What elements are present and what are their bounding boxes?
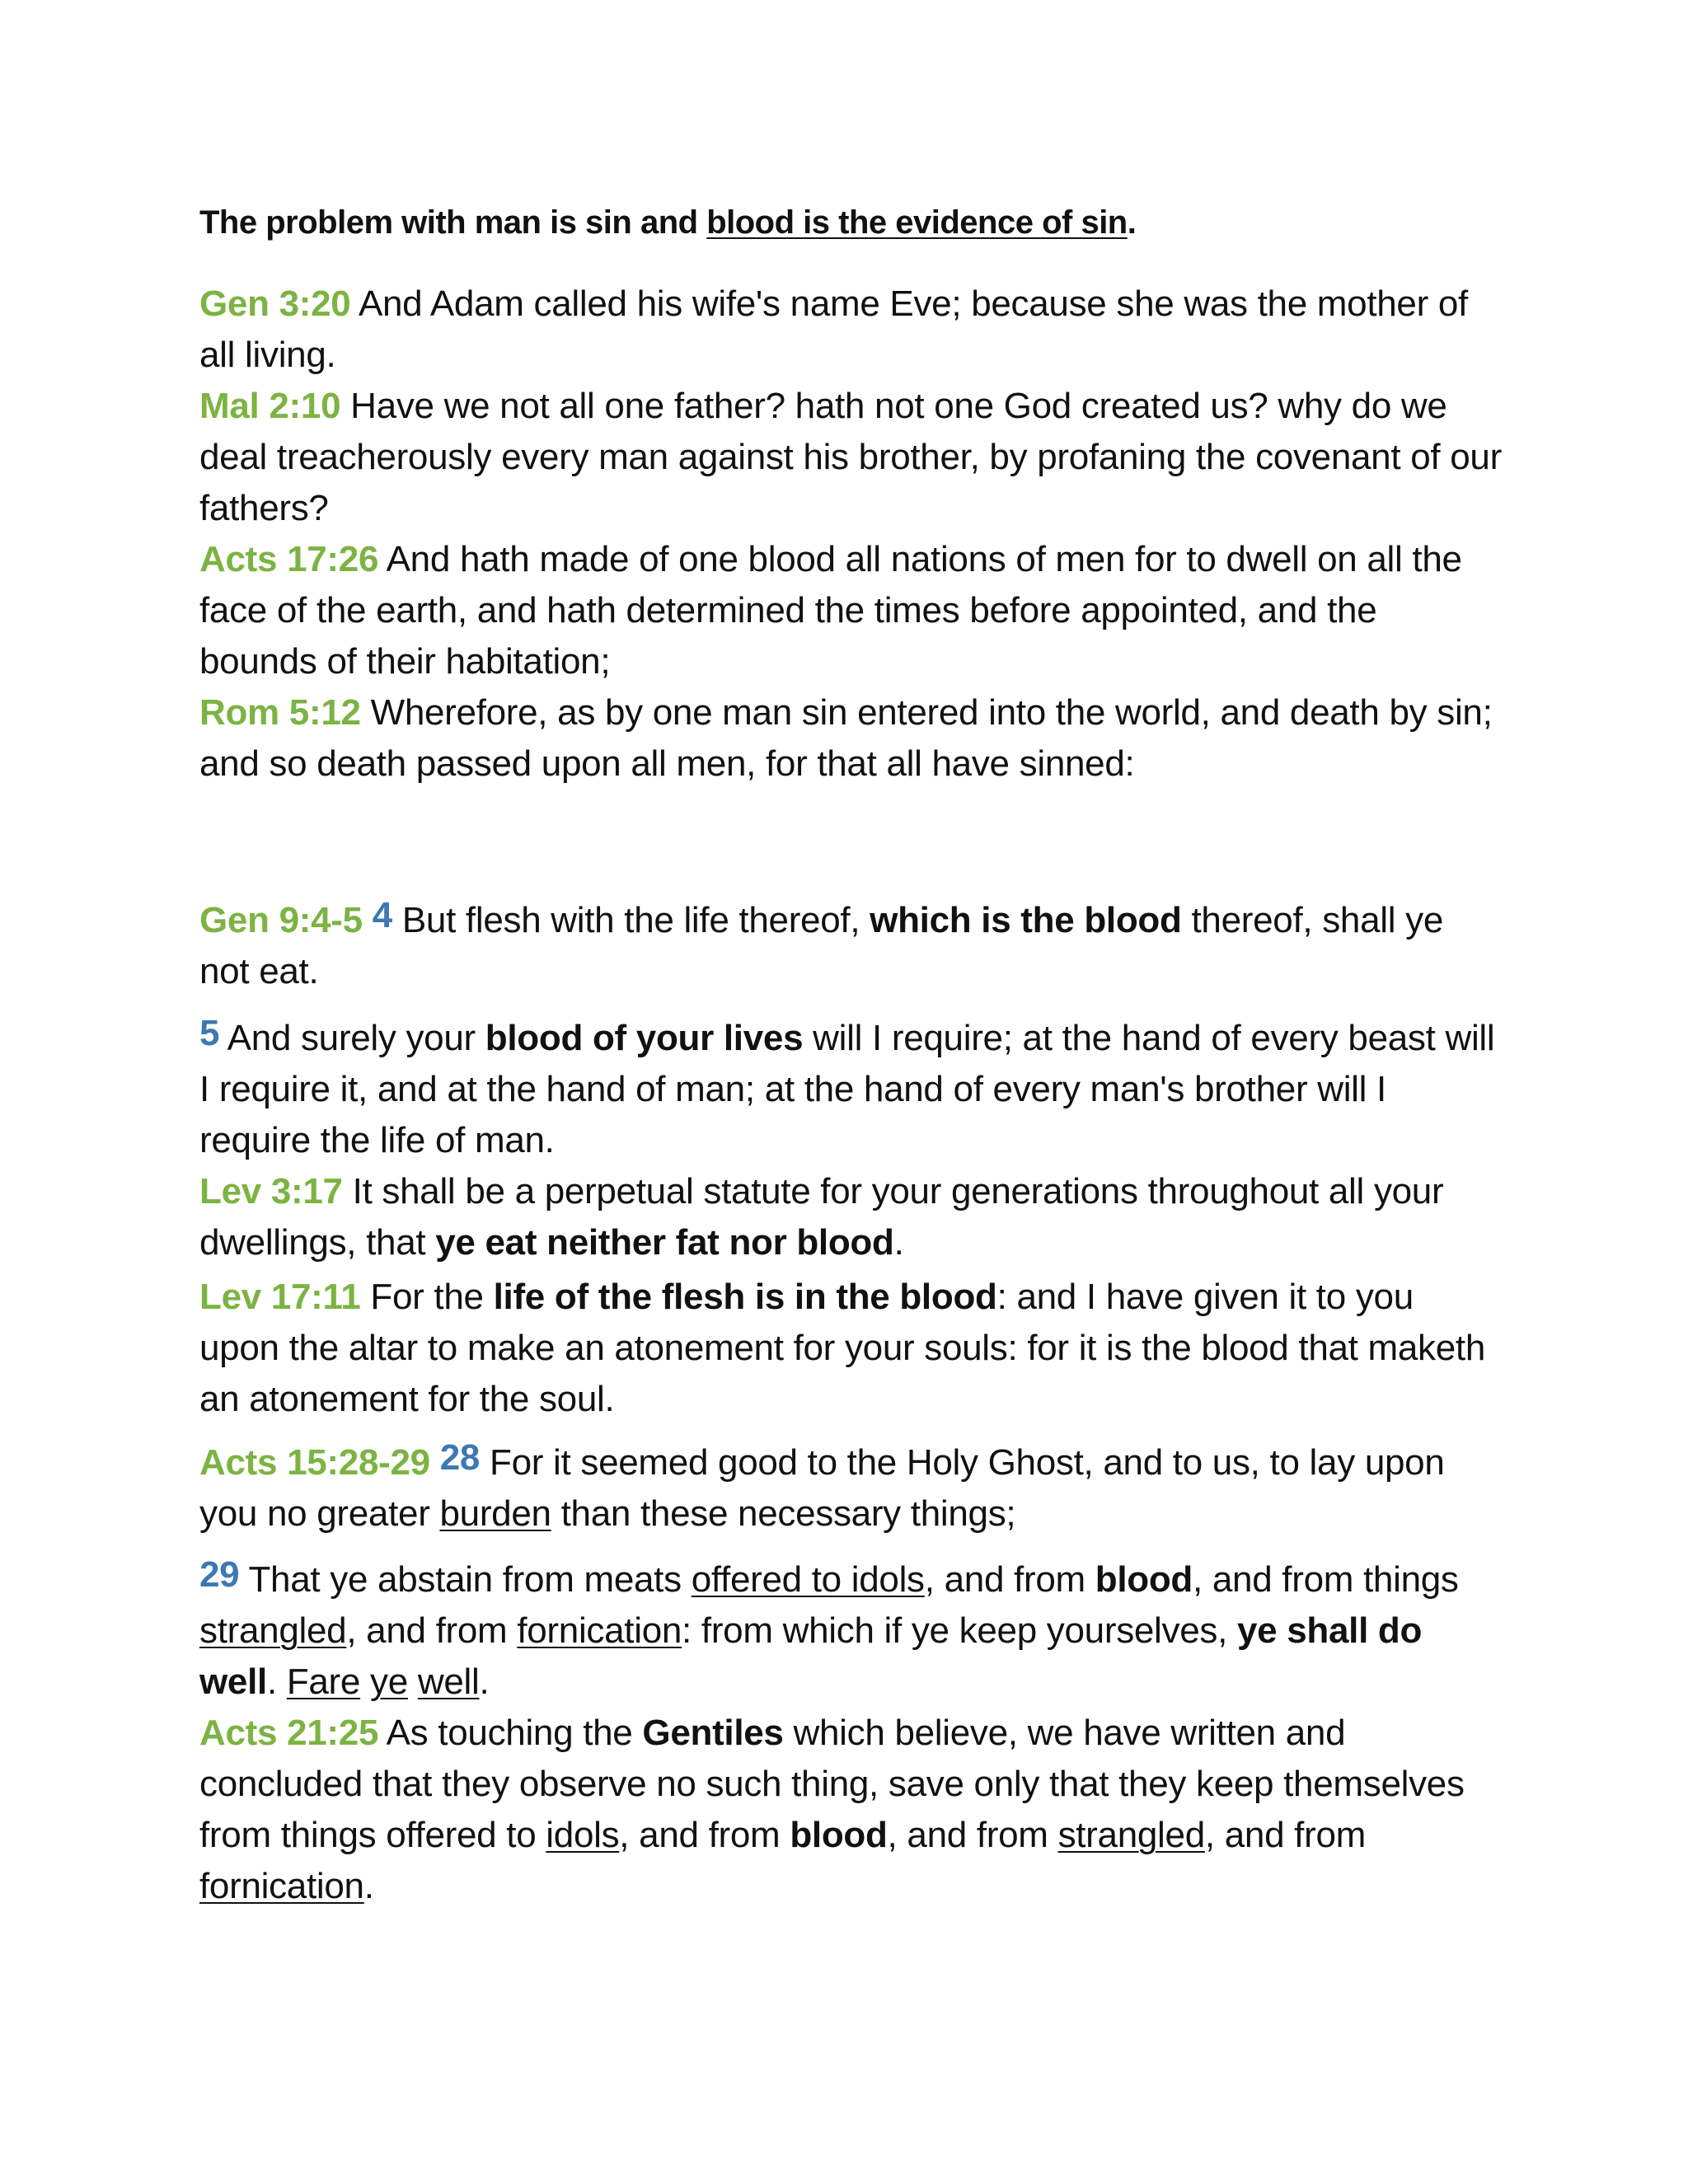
emphasis-text: blood: [790, 1815, 888, 1855]
verse-text: And surely your: [219, 1018, 485, 1058]
verse-text: [360, 1661, 370, 1702]
verse-text: will I require; at the hand of every beast will I require it, and at the hand of man; at the hand of every man's brother will I require the life of man.: [199, 1018, 1495, 1160]
emphasis-text: blood of your lives: [485, 1018, 804, 1058]
underlined-text: ye: [370, 1661, 408, 1702]
underlined-text: offered to idols: [691, 1559, 925, 1600]
scripture-passage: [199, 1549, 1502, 1708]
underlined-text: idols: [546, 1815, 620, 1855]
verse-text: , and from: [924, 1559, 1095, 1600]
verse-number: 28: [439, 1437, 481, 1478]
scripture-passage: [199, 1708, 1502, 1912]
verse-text: And Adam called his wife's name Eve; because she was the mother of all living.: [199, 284, 1468, 375]
heading-prefix: The problem with man is sin and: [199, 204, 707, 241]
scripture-passage: [199, 1272, 1502, 1425]
emphasis-text: Gentiles: [642, 1713, 784, 1753]
verse-text: But flesh with the life thereof,: [392, 900, 870, 940]
verse-text: .: [363, 1866, 374, 1906]
scripture-passage: [199, 687, 1502, 790]
passage-group-2: [199, 890, 1502, 997]
verse-number: 5: [199, 1013, 220, 1053]
scripture-passage: [199, 534, 1502, 687]
verse-text: .: [893, 1222, 904, 1263]
verse-text: : from which if ye keep yourselves,: [682, 1610, 1237, 1651]
verse-reference: Lev 3:17: [199, 1171, 343, 1212]
underlined-text: burden: [439, 1493, 551, 1534]
heading-underlined: blood is the evidence of sin: [706, 204, 1128, 241]
underlined-text: Fare: [286, 1661, 361, 1702]
verse-text: Have we not all one father? hath not one God created us? why do we deal treacherously every man against his brother, by profaning the covenant of our fathers?: [199, 386, 1502, 528]
verse-text: : and I have given it to you upon the altar to make an atonement for your souls: for it is the blood that maketh an atonement for the soul.: [199, 1277, 1486, 1419]
underlined-text: fornication: [199, 1866, 364, 1906]
emphasis-text: which is the blood: [870, 900, 1182, 940]
verse-text: That ye abstain from meats: [239, 1559, 692, 1600]
underlined-text: fornication: [517, 1610, 682, 1651]
scripture-passage: [199, 1432, 1502, 1540]
emphasis-text: blood: [1095, 1559, 1193, 1600]
verse-reference: Acts 17:26: [199, 539, 379, 579]
emphasis-text: ye shall do well: [199, 1610, 1423, 1702]
page-heading: [199, 204, 1136, 241]
verse-reference: Acts 15:28-29: [199, 1442, 430, 1483]
scripture-passage: [199, 279, 1502, 381]
underlined-text: strangled: [1057, 1815, 1205, 1855]
verse-text: , and from: [619, 1815, 790, 1855]
passage-group-4: [199, 1432, 1502, 1540]
scripture-passage: [199, 890, 1502, 997]
verse-reference: Acts 21:25: [199, 1713, 379, 1753]
verse-text: As touching the: [378, 1713, 643, 1753]
verse-text: , and from: [1204, 1815, 1366, 1855]
verse-reference: Gen 3:20: [199, 284, 351, 324]
verse-text: , and from: [887, 1815, 1058, 1855]
verse-text: , and from: [346, 1610, 518, 1651]
verse-text: For it seemed good to the Holy Ghost, and to us, to lay upon you no greater: [199, 1442, 1445, 1534]
verse-text: than these necessary things;: [551, 1493, 1016, 1534]
verse-reference: Rom 5:12: [199, 692, 361, 733]
verse-text: , and from things: [1193, 1559, 1459, 1600]
verse-text: [408, 1661, 418, 1702]
emphasis-text: life of the flesh is in the blood: [493, 1277, 997, 1317]
passage-group-1: [199, 279, 1502, 790]
underlined-text: strangled: [199, 1610, 347, 1651]
verse-text: For the: [360, 1277, 494, 1317]
underlined-text: well: [417, 1661, 480, 1702]
verse-number: 29: [199, 1554, 240, 1595]
verse-text: [430, 1442, 440, 1483]
verse-text: .: [266, 1661, 287, 1702]
verse-reference: Gen 9:4-5: [199, 900, 363, 940]
verse-text: Wherefore, as by one man sin entered into the world, and death by sin; and so death passed upon all men, for that all have sinned:: [199, 692, 1493, 784]
passage-group-5: [199, 1549, 1502, 1912]
verse-text: which believe, we have written and concluded that they observe no such thing, save only that they keep themselves from things offered to: [199, 1713, 1465, 1855]
verse-reference: Lev 17:11: [199, 1277, 361, 1317]
scripture-passage: [199, 1008, 1502, 1166]
verse-text: And hath made of one blood all nations of men for to dwell on all the face of the earth, and hath determined the times before appointed, and the bounds of their habitation;: [199, 539, 1462, 682]
verse-text: It shall be a perpetual statute for your generations throughout all your dwellings, that: [199, 1171, 1444, 1263]
verse-text: [363, 900, 373, 940]
verse-number: 4: [372, 895, 392, 935]
verse-reference: Mal 2:10: [199, 386, 341, 426]
heading-suffix: .: [1127, 204, 1137, 241]
scripture-passage: [199, 381, 1502, 534]
verse-text: thereof, shall ye not eat.: [199, 900, 1444, 991]
scripture-passage: [199, 1166, 1502, 1268]
verse-text: .: [479, 1661, 490, 1702]
passage-group-3: [199, 1008, 1502, 1425]
emphasis-text: ye eat neither fat nor blood: [435, 1222, 894, 1263]
